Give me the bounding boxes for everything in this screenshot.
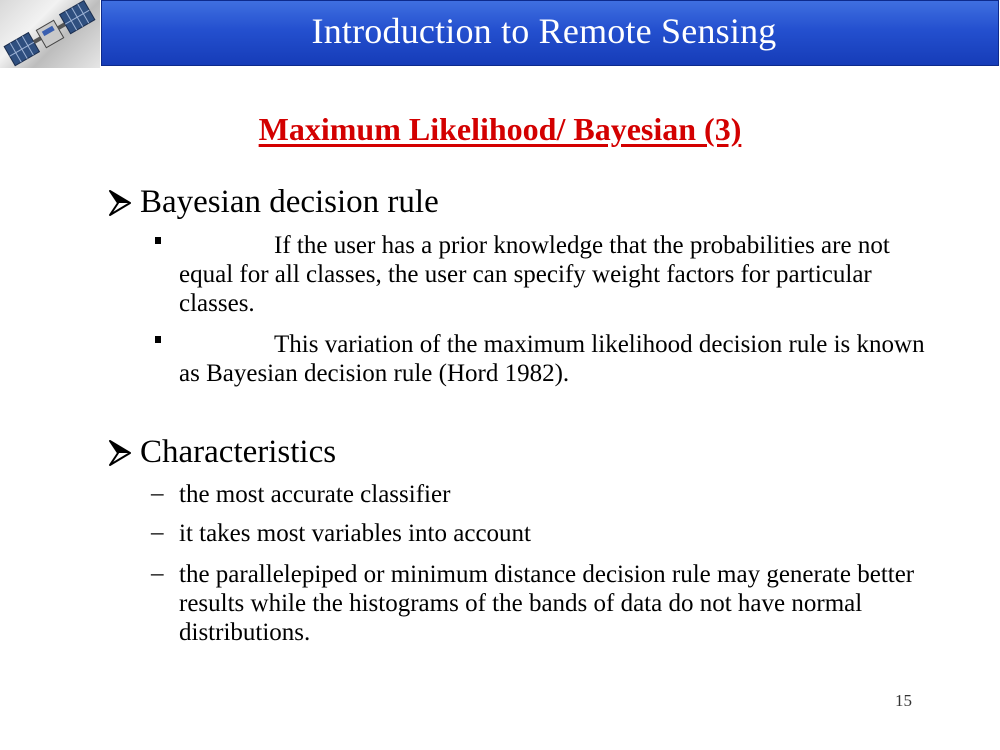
bullet-heading-bayesian [104, 184, 439, 221]
dash-bullet-icon: – [151, 519, 164, 546]
list-item: it takes most variables into account [179, 520, 531, 547]
page-number: 15 [895, 691, 912, 710]
heading-text: Bayesian decision rule [140, 184, 439, 220]
slide-title-text: Maximum Likelihood/ Bayesian (3) [258, 111, 742, 147]
header-banner [101, 0, 999, 66]
dash-bullet-icon: – [151, 560, 164, 587]
arrow-bullet-icon [104, 187, 136, 219]
list-item: the most accurate classifier [179, 481, 451, 508]
bullet-heading-characteristics [104, 434, 336, 471]
heading-text: Characteristics [140, 434, 337, 470]
satellite-icon [0, 0, 100, 68]
satellite-logo [0, 0, 100, 68]
square-bullet-icon [155, 336, 161, 343]
arrow-bullet-icon [104, 437, 136, 469]
square-bullet-icon [155, 237, 161, 244]
presentation-title: Introduction to Remote Sensing [311, 11, 777, 51]
dash-bullet-icon: – [151, 480, 164, 507]
list-item: the parallelepiped or minimum distance decision rule may generate better results while the histograms of the bands of data do not have normal distributions. [179, 561, 915, 646]
slide-title [0, 111, 1000, 148]
list-item: This variation of the maximum likelihood decision rule is known as Bayesian decision rule (Hord 1982). [179, 331, 925, 387]
list-item: If the user has a prior knowledge that the probabilities are not equal for all classes, the user can specify weight factors for particular classes. [179, 232, 890, 317]
